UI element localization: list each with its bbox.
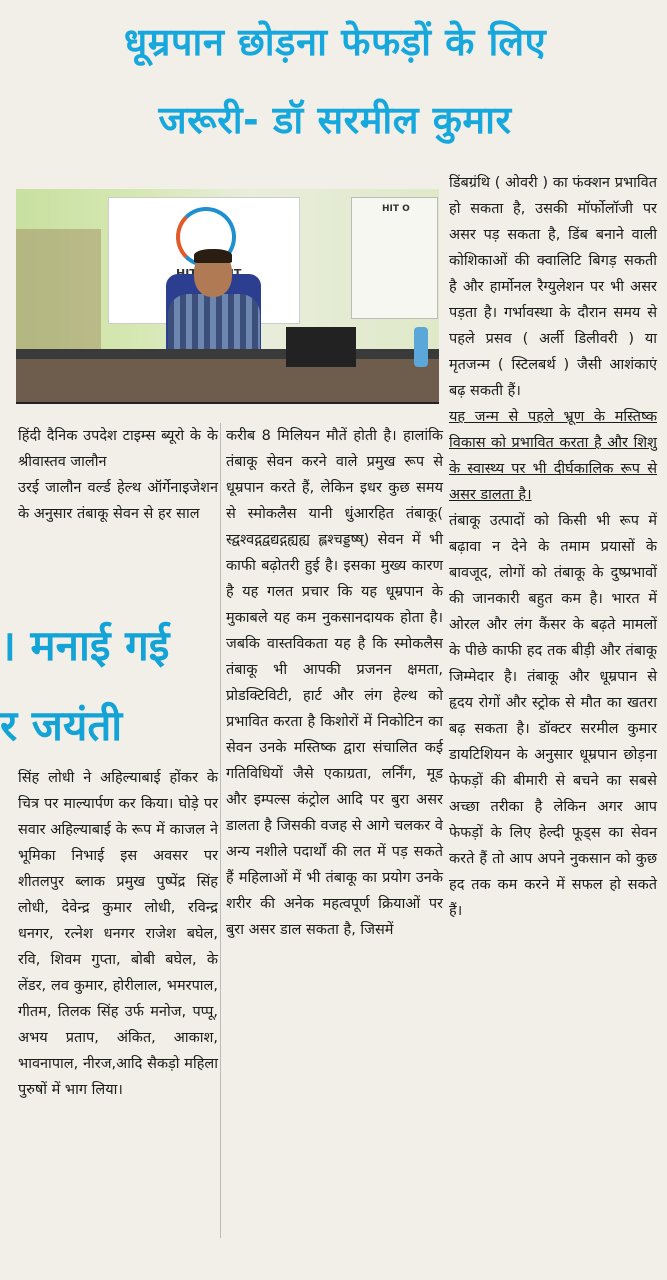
headline-line-1: धूम्रपान छोड़ना फेफड़ों के लिए (123, 20, 547, 64)
article-col1-para-1: हिंदी दैनिक उपदेश टाइम्स ब्यूरो के के श्रीवास्तव जालौन (18, 428, 218, 470)
second-story-para: सिंह लोधी ने अहिल्याबाई होंकर के चित्र पर माल्यार्पण कर किया। घोड़े पर सवार अहिल्याबाई के रूप में काजल ने भूमिका निभाई इस अवसर पर शीतलपुर ब्लाक प्रमुख पुष्पेंद्र सिंह लोधी, देवेन्द्र कुमार लोधी, रविन्द्र धनगर, रत्नेश धनगर राजेश बघेल, रवि, शिवम गुप्ता, बोबी बघेल, के लेंडर, लव कुमार, होरीलाल, भमरपाल, गीतम, तिलक सिंह उर्फ मनोज, पप्पू, अभय प्रताप, अंकित, आकाश, भावनापाल, नीरज,आदि सैकड़ो महिला पुरुषों में भाग लिया। (18, 770, 218, 1098)
article-col1-para-2: उरई जालौन वर्ल्ड हेल्थ ऑर्गेनाइजेशन के अनुसार तंबाकू सेवन से हर साल (18, 480, 218, 522)
second-story-headline-1: । मनाई गई (0, 621, 170, 670)
monitor (286, 327, 356, 367)
sanitizer-bottle (414, 327, 428, 367)
second-story-headline-2: र जयंती (0, 701, 123, 750)
desk (16, 359, 439, 402)
article-column-3 (449, 170, 657, 924)
second-story-body (18, 765, 218, 1103)
article-photo (16, 189, 439, 404)
article-column-2 (226, 423, 443, 943)
article-col3-para-1: डिंबग्रंथि ( ओवरी ) का फंक्शन प्रभावित हो सकता है, उसकी मॉर्फोलॉजी पर असर पड़ सकता है, डिंब बनाने वाली कोशिकाओं की क्वालिटि बिगड़ सकती है और हार्मोनल रैग्युलेशन पर भी असर पड़ता है। गर्भावस्था के दौरान समय से पहले प्रसव ( अर्ली डिलीवरी ) या मृतजन्म ( स्टिलबर्थ ) जैसी आशंकाएं बढ़ सकती हैं। (449, 175, 657, 399)
side-poster (351, 197, 438, 319)
article-col3-para-3: तंबाकू उत्पादों को किसी भी रूप में बढ़ावा न देने के तमाम प्रयासों के बावजूद, लोगों को तंबाकू के दुष्प्रभावों की जानकारी बहुत कम है। भारत में ओरल और लंग कैंसर के बढ़ते मामलों के पीछे काफी हद तक बीड़ी और तंबाकू जिम्मेदार है। तंबाकू और धूम्रपान से हृदय रोगों और स्ट्रोक से मौत का खतरा बढ़ सकता है। डॉक्टर सरमील कुमार डायटिशियन के अनुसार धूम्रपान छोड़ना फेफड़ों की बीमारी से बचने का सबसे अच्छा तरीका है लेकिन अगर आप फेफड़ों के लिए हेल्दी फूड्स का सेवन करते हैं तो आप अपने नुकसान को कुछ हद तक कम करने में सफल हो सकते हैं। (449, 513, 657, 919)
article-column-1 (18, 423, 218, 527)
side-poster-text: HIT O (382, 204, 410, 214)
article-col3-para-2: यह जन्म से पहले भ्रूण के मस्तिष्क विकास को प्रभावित करता है और शिशु के स्वास्थ्य पर भी दीर्घकालिक रूप से असर डालता है। (449, 409, 657, 503)
article-col2-para-1: करीब 8 मिलियन मौतें होती है। हालांकि तंबाकू सेवन करने वाले प्रमुख रूप से धूम्रपान करते हैं, लेकिन इधर कुछ समय से स्मोकलैस यानी धुंआरहित तंबाकू( स्द्वश्वद्गद्वद्यद्गह्यह्य ह्लश्चड्डष्ष्) सेवन में भी काफी बढ़ोतरी हुई है। इसका मुख्य कारण है यह गलत प्रचार कि यह धूम्रपान के मुकाबले यह कम नुकसानदायक होता है। जबकि वास्तविकता यह है कि स्मोकलैस तंबाकू भी आपकी प्रजनन क्षमता, प्रोडक्टिविटी, हार्ट और लंग हेल्थ को प्रभावित करता है किशोरों में निकोटिन का सेवन उनके मस्तिष्क द्वारा संचालित कई गतिविधियों जैसे एकाग्रता, लर्निंग, मूड और इम्पल्स कंट्रोल आदि पर बुरा असर डालता है जिसकी वजह से आगे चलकर वे अन्य नशीले पदार्थों की लत में पड़ सकते हैं महिलाओं में भी तंबाकू का प्रयोग उनके शरीर की अनेक महत्वपूर्ण क्रियाओं पर बुरा असर डाल सकता है, जिसमें (226, 428, 443, 938)
headline-line-2: जरूरी- डॉ सरमील कुमार (158, 98, 512, 142)
column-divider (220, 423, 221, 1238)
